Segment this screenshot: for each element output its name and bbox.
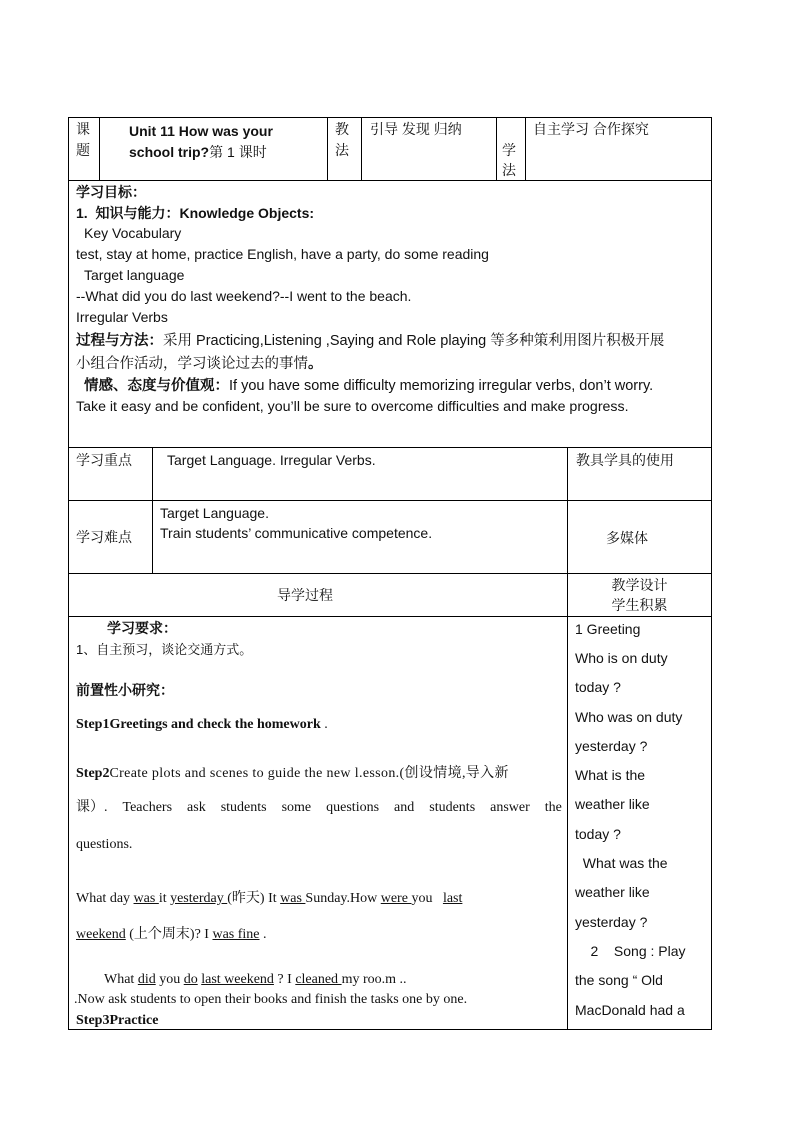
dialog-line1	[76, 888, 462, 909]
now-line: .Now ask students to open their books and finish the tasks one by one.	[74, 992, 468, 1007]
table-rule	[152, 447, 153, 573]
table-rule	[68, 180, 712, 181]
step2-text1: Create plots and scenes to guide the new l.esson.(创设情境,导入新	[109, 766, 509, 781]
side-line: 1 Greeting	[575, 621, 641, 637]
dialog1-it: it	[158, 891, 171, 906]
process-header-right-1: 教学设计	[611, 577, 668, 593]
process-method-line2	[76, 354, 323, 375]
dialog3-b: you	[155, 972, 184, 987]
key-points-content: Target Language. Irregular Verbs.	[167, 452, 376, 468]
dialog1-was2: was	[280, 891, 306, 906]
table-rule	[327, 117, 328, 180]
difficulties-line1: Target Language.	[160, 505, 269, 521]
side-line: today ?	[575, 679, 621, 695]
table-rule	[68, 573, 712, 574]
pre-study-heading: 前置性小研究：	[76, 682, 174, 698]
side-line: Who is on duty	[575, 650, 668, 666]
unit-title-line2: school trip?	[129, 144, 210, 160]
process-header-right-2: 学生积累	[611, 597, 668, 613]
tools-label: 教具学具的使用	[576, 452, 674, 468]
side-line: today ?	[575, 826, 621, 842]
side-line: MacDonald had a	[575, 1002, 685, 1018]
side-line: What was the	[575, 855, 668, 871]
dialog1-last: last	[442, 891, 463, 906]
teaching-method-label-1: 教	[335, 121, 349, 137]
dialog3-last-weekend: last weekend	[201, 972, 274, 987]
step2-line2: 课）. Teachers ask students some questions and students answer the	[76, 800, 562, 815]
table-rule	[68, 500, 712, 501]
dialog-line2	[76, 924, 267, 945]
table-rule	[68, 616, 712, 617]
table-border-bottom	[68, 1029, 712, 1030]
dialog1-were: were	[380, 891, 412, 906]
dialog3-d: ? I	[273, 972, 296, 987]
dialog3-e: my roo.m ..	[341, 972, 407, 987]
table-border-top	[68, 117, 712, 118]
dialog1-cn: (昨天) It	[227, 891, 281, 906]
key-vocab-label: Key Vocabulary	[84, 225, 182, 241]
dialog1-sunday: Sunday.How	[305, 891, 381, 906]
key-vocab: test, stay at home, practice English, have a party, do some reading	[76, 246, 489, 262]
side-line: yesterday ?	[575, 738, 648, 754]
table-border-right	[711, 117, 712, 1030]
table-rule	[567, 447, 568, 573]
unit-title-line1: Unit 11 How was your	[129, 123, 273, 139]
step1-text: Step1Greetings and check the homework	[76, 717, 321, 732]
dialog2-was-fine: was fine	[212, 927, 260, 942]
dialog1-was: was	[133, 891, 159, 906]
topic-label-2: 题	[76, 142, 90, 158]
key-points-label: 学习重点	[76, 452, 132, 468]
difficulties-label: 学习难点	[76, 529, 132, 545]
emotion-label: 情感、态度与价值观：	[84, 378, 229, 394]
side-line: the song “ Old	[575, 972, 663, 988]
requirements-item: 1、自主预习，谈论交通方式。	[76, 642, 253, 657]
dialog3-did: did	[137, 972, 156, 987]
requirements-heading: 学习要求：	[107, 620, 177, 636]
dialog1-yesterday: yesterday	[170, 891, 228, 906]
learning-method: 自主学习 合作探究	[533, 121, 649, 137]
process-method-text2: 小组合作活动，学习谈论过去的事情	[76, 356, 308, 372]
step2-line3: questions.	[76, 837, 133, 852]
dialog2-end: .	[259, 927, 267, 942]
table-rule	[496, 117, 497, 180]
table-rule	[68, 447, 712, 448]
process-method-line1	[76, 331, 664, 352]
target-lang: --What did you do last weekend?--I went to the beach.	[76, 288, 412, 304]
side-line: weather like	[575, 884, 650, 900]
target-lang-label: Target language	[84, 267, 185, 283]
dialog2-cn: (上个周末)? I	[125, 927, 213, 942]
table-rule	[99, 117, 100, 180]
dialog3-cleaned: cleaned	[295, 972, 342, 987]
emotion-line1	[84, 376, 653, 397]
process-header-left: 导学过程	[277, 587, 333, 603]
process-method-text1: 采用 Practicing,Listening ,Saying and Role playing 等多种策利用图片积极开展	[163, 333, 665, 349]
irregular-verbs: Irregular Verbs	[76, 309, 168, 325]
objectives-item1	[76, 203, 314, 224]
step1-line	[76, 714, 328, 735]
process-method-end: 。	[308, 356, 323, 372]
objectives-item1-num: 1.	[76, 205, 88, 221]
table-rule	[567, 573, 568, 1029]
tools-content: 多媒体	[606, 530, 648, 546]
process-method-label: 过程与方法：	[76, 333, 163, 349]
dialog-line3	[104, 969, 407, 990]
difficulties-line2: Train students’ communicative competence.	[160, 525, 433, 541]
learning-method-label-1: 学	[502, 142, 516, 158]
unit-title-lesson: 第 1 课时	[209, 144, 267, 160]
table-rule	[525, 117, 526, 180]
dialog3-do: do	[183, 972, 198, 987]
teaching-method-label-2: 法	[335, 142, 349, 158]
unit-title-line2-wrap	[129, 142, 267, 163]
side-line: Who was on duty	[575, 709, 683, 725]
learning-method-label-2: 法	[502, 162, 516, 178]
topic-label-1: 课	[76, 121, 90, 137]
side-line: 2 Song : Play	[575, 943, 686, 959]
objectives-heading: 学习目标：	[76, 184, 146, 200]
table-rule	[361, 117, 362, 180]
emotion-text1: If you have some difficulty memorizing irregular verbs, don’t worry.	[229, 378, 654, 394]
side-line: What is the	[575, 767, 646, 783]
step3-heading: Step3Practice	[76, 1013, 159, 1028]
table-border-left	[68, 117, 69, 1030]
side-line: yesterday ?	[575, 914, 648, 930]
objectives-item1-label: 知识与能力：Knowledge Objects:	[95, 205, 315, 221]
dialog2-weekend: weekend	[76, 927, 126, 942]
dialog1-you: you	[411, 891, 436, 906]
emotion-line2: Take it easy and be confident, you’ll be sure to overcome difficulties and make progress.	[76, 399, 629, 415]
teaching-method: 引导 发现 归纳	[370, 121, 462, 137]
step2-line1	[76, 763, 509, 784]
step2-label: Step2	[76, 766, 110, 781]
dialog3-a: What	[104, 972, 138, 987]
dialog1-a: What day	[76, 891, 134, 906]
step1-end: .	[324, 717, 328, 732]
side-line: weather like	[575, 796, 650, 812]
